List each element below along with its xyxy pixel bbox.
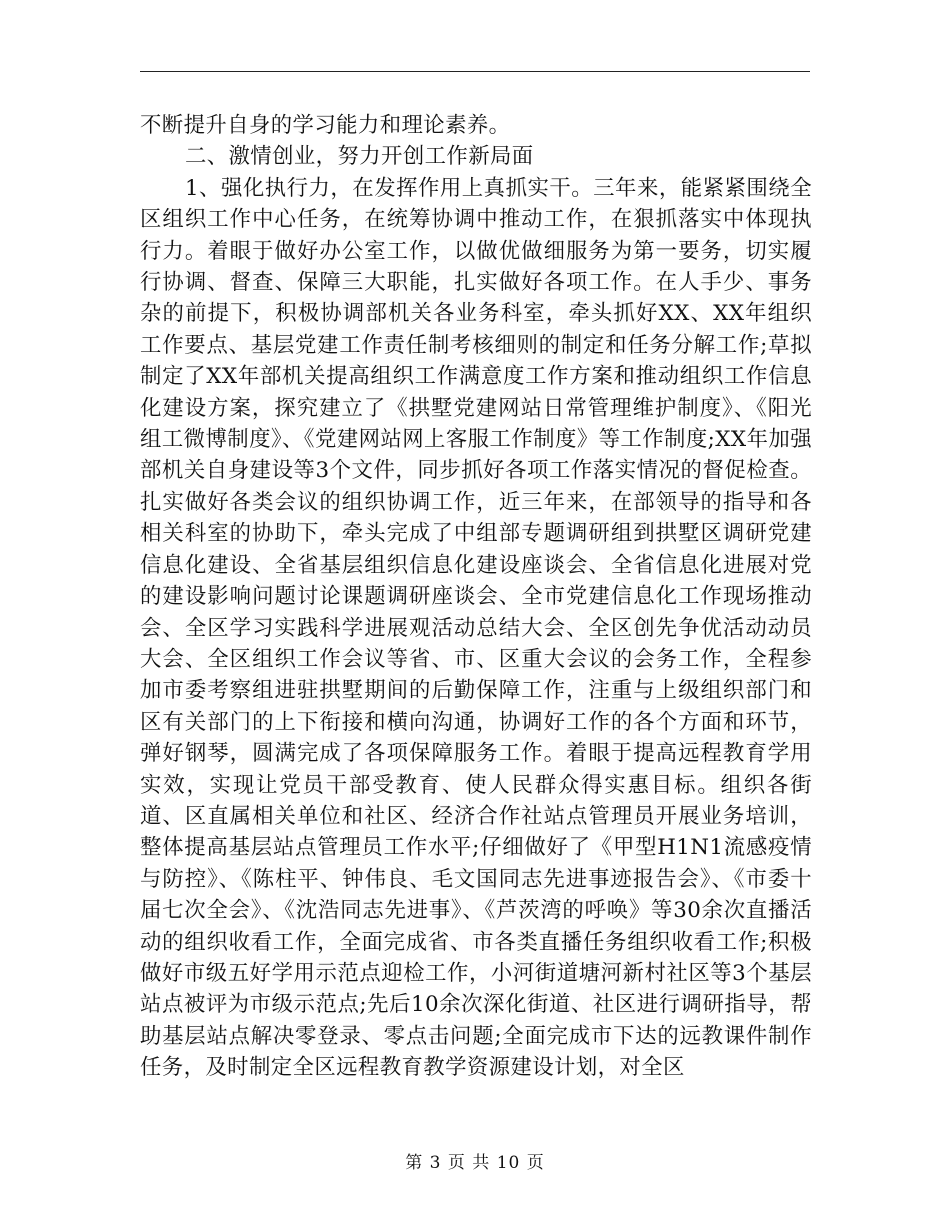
- paragraph-main: 1、强化执行力，在发挥作用上真抓实干。三年来，能紧紧围绕全区组织工作中心任务，在统筹协调中推动工作，在狠抓落实中体现执行力。着眼于做好办公室工作，以做优做细服务为第一要务，切实履行协调、督查、保障三大职能，扎实做好各项工作。在人手少、事务杂的前提下，积极协调部机关各业务科室，牵头抓好XX、XX年组织工作要点、基层党建工作责任制考核细则的制定和任务分解工作;草拟制定了XX年部机关提高组织工作满意度工作方案和推动组织工作信息化建设方案，探究建立了《拱墅党建网站日常管理维护制度》、《阳光组工微博制度》、《党建网站网上客服工作制度》等工作制度;XX年加强部机关自身建设等3个文件，同步抓好各项工作落实情况的督促检查。扎实做好各类会议的组织协调工作，近三年来，在部领导的指导和各相关科室的协助下，牵头完成了中组部专题调研组到拱墅区调研党建信息化建设、全省基层组织信息化建设座谈会、全省信息化进展对党的建设影响问题讨论课题调研座谈会、全市党建信息化工作现场推动会、全区学习实践科学进展观活动总结大会、全区创先争优活动动员大会、全区组织工作会议等省、市、区重大会议的会务工作，全程参加市委考察组进驻拱墅期间的后勤保障工作，注重与上级组织部门和区有关部门的上下衔接和横向沟通，协调好工作的各个方面和环节，弹好钢琴，圆满完成了各项保障服务工作。着眼于提高远程教育学用实效，实现让党员干部受教育、使人民群众得实惠目标。组织各街道、区直属相关单位和社区、经济合作社站点管理员开展业务培训，整体提高基层站点管理员工作水平;仔细做好了《甲型H1N1流感疫情与防控》、《陈柱平、钟伟良、毛文国同志先进事迹报告会》、《市委十届七次全会》、《沈浩同志先进事》、《芦茨湾的呼唤》等30余次直播活动的组织收看工作，全面完成省、市各类直播任务组织收看工作;积极做好市级五好学用示范点迎检工作，小河街道塘河新村社区等3个基层站点被评为市级示范点;先后10余次深化街道、社区进行调研指导，帮助基层站点解决零登录、零点击问题;全面完成市下达的远教课件制作任务，及时制定全区远程教育教学资源建设计划，对全区: [140, 175, 812, 1081]
- paragraph-continuation: 不断提升自身的学习能力和理论素养。: [140, 113, 511, 138]
- section-heading: 二、激情创业，努力开创工作新局面: [184, 144, 534, 170]
- document-body: [140, 110, 812, 1084]
- page-number: 第 3 页 共 10 页: [405, 1153, 545, 1173]
- header-rule: [140, 71, 810, 72]
